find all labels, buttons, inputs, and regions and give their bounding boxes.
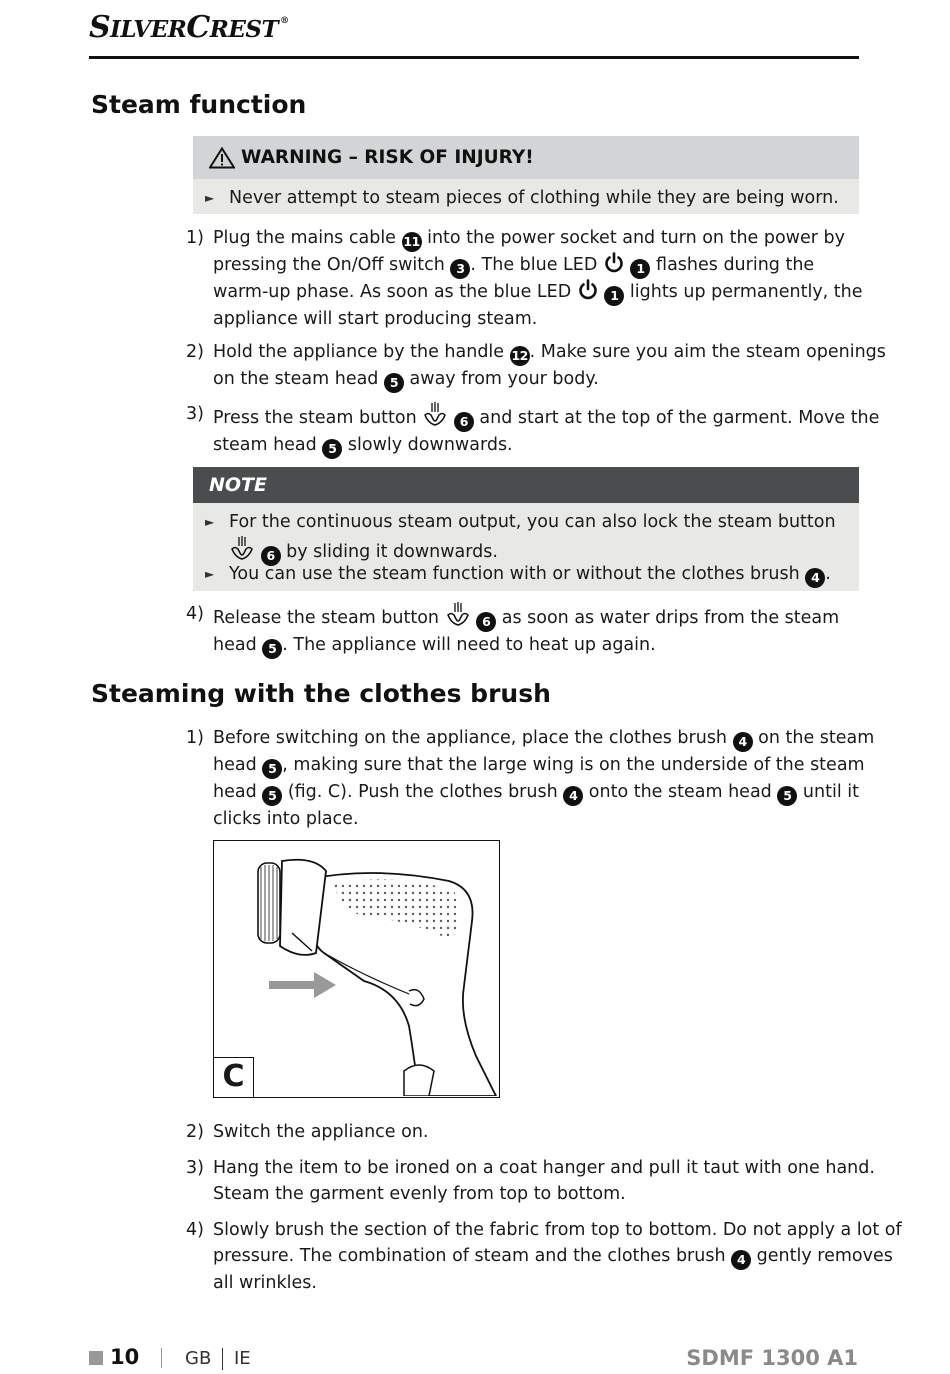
power-icon (603, 252, 625, 274)
text-line (213, 252, 863, 279)
brush-step-3-text (213, 1155, 875, 1207)
section-title-steam: Steam function (91, 90, 307, 119)
text-run: Press the steam button (213, 408, 423, 428)
step-2-text (213, 339, 886, 393)
text-run: . (825, 564, 831, 584)
text-run: steam head (213, 435, 323, 455)
text-line (213, 1243, 893, 1270)
footer-divider (161, 1348, 162, 1368)
text-line: Hang the item to be ironed on a coat hanger and pull it taut with one hand. (213, 1158, 875, 1178)
step-number: 4) (186, 1220, 204, 1240)
part-number-badge: 4 (563, 786, 583, 806)
step-1-text (213, 225, 863, 332)
text-line: Switch the appliance on. (213, 1122, 429, 1142)
step-number: 1) (186, 728, 204, 748)
note-text: For the continuous steam output, you can also lock the steam button (229, 512, 836, 532)
part-number-badge: 1 (630, 259, 650, 279)
text-run: flashes during the (650, 255, 815, 275)
text-line (213, 225, 863, 252)
text-line (213, 339, 886, 366)
steam-button-icon (229, 535, 255, 561)
brand-logo (89, 10, 289, 45)
step-number: 3) (186, 404, 204, 424)
model-number: SDMF 1300 A1 (686, 1346, 858, 1370)
step-number: 2) (186, 342, 204, 362)
text-run: onto the steam head (583, 782, 778, 802)
warning-text: Never attempt to steam pieces of clothing while they are being worn. (229, 188, 839, 208)
step-number: 1) (186, 228, 204, 248)
text-run: Hold the appliance by the handle (213, 342, 510, 362)
text-run: pressing the On/Off switch (213, 255, 451, 275)
text-run: slowly downwards. (342, 435, 513, 455)
country-code-ie: IE (234, 1348, 251, 1369)
text-run: head (213, 782, 263, 802)
footer-divider (222, 1348, 223, 1370)
text-run: gently removes (751, 1246, 893, 1266)
part-number-badge: 12 (510, 346, 530, 366)
text-run: by sliding it downwards. (280, 542, 498, 562)
step-number: 4) (186, 604, 204, 624)
text-run: . The blue LED (470, 255, 603, 275)
brush-step-4-text (213, 1217, 902, 1296)
text-run: , making sure that the large wing is on the underside of the steam (282, 755, 865, 775)
text-run: into the power socket and turn on the power by (421, 228, 845, 248)
direction-arrow (269, 972, 336, 998)
step-number: 3) (186, 1158, 204, 1178)
text-run: (fig. C). Push the clothes brush (282, 782, 564, 802)
part-number-badge: 5 (262, 786, 282, 806)
text-run: head (213, 755, 263, 775)
part-number-badge: 5 (777, 786, 797, 806)
text-run: on the steam (752, 728, 875, 748)
figure-c (213, 840, 500, 1098)
text-run: . Make sure you aim the steam openings (529, 342, 886, 362)
text-run: Plug the mains cable (213, 228, 402, 248)
text-run: and start at the top of the garment. Move the (473, 408, 880, 428)
country-code-gb: GB (185, 1348, 212, 1369)
part-number-badge: 5 (322, 439, 342, 459)
steam-button-icon (422, 401, 448, 427)
text-run: warm-up phase. As soon as the blue LED (213, 282, 577, 302)
note-title: NOTE (193, 467, 859, 503)
text-run: pressure. The combination of steam and the clothes brush (213, 1246, 732, 1266)
text-line (213, 279, 863, 306)
bullet-arrow-icon: ► (205, 567, 215, 581)
brand-part: REST (209, 16, 279, 43)
text-line (213, 632, 863, 659)
text-run: away from your body. (403, 369, 599, 389)
power-icon (577, 279, 599, 301)
brand-part: ILVER (110, 16, 187, 43)
brand-letter: S (89, 10, 111, 45)
text-line: clicks into place. (213, 809, 359, 829)
text-run: lights up permanently, the (624, 282, 863, 302)
steam-button-icon (445, 601, 471, 627)
text-run: on the steam head (213, 369, 384, 389)
text-run: until it (797, 782, 859, 802)
part-number-badge: 5 (384, 373, 404, 393)
registered-mark: ® (280, 16, 289, 26)
part-number-badge: 4 (733, 732, 753, 752)
text-line (213, 366, 863, 393)
bullet-arrow-icon: ► (205, 515, 215, 529)
part-number-badge: 11 (402, 232, 422, 252)
part-number-badge: 6 (476, 612, 496, 632)
footer-square-icon (89, 1351, 103, 1365)
brush-step-2-text (213, 1119, 863, 1145)
text-line: appliance will start producing steam. (213, 309, 538, 329)
text-line: Slowly brush the section of the fabric from top to bottom. Do not apply a lot of (213, 1220, 902, 1240)
text-line (213, 779, 863, 806)
text-line (213, 401, 880, 432)
part-number-badge: 5 (262, 639, 282, 659)
step-3-text (213, 401, 880, 459)
header-rule (89, 56, 859, 59)
part-number-badge: 4 (731, 1250, 751, 1270)
part-number-badge: 1 (604, 286, 624, 306)
part-number-badge: 3 (450, 259, 470, 279)
text-line (213, 432, 863, 459)
text-run: Release the steam button (213, 608, 445, 628)
bullet-arrow-icon: ► (205, 191, 215, 205)
section-title-brush: Steaming with the clothes brush (91, 679, 551, 708)
part-number-badge: 5 (262, 759, 282, 779)
text-line (213, 601, 863, 632)
text-line (213, 725, 875, 752)
text-run: . The appliance will need to heat up again. (282, 635, 656, 655)
page-number: 10 (110, 1345, 140, 1369)
warning-title: WARNING – RISK OF INJURY! (241, 147, 534, 168)
warning-header (193, 136, 859, 179)
figure-label: C (214, 1057, 254, 1097)
step-number: 2) (186, 1122, 204, 1142)
part-number-badge: 4 (805, 568, 825, 588)
text-line: Steam the garment evenly from top to bottom. (213, 1184, 626, 1204)
text-run: Before switching on the appliance, place the clothes brush (213, 728, 733, 748)
step-4-text (213, 601, 863, 659)
steamer-brush-illustration (214, 841, 498, 1096)
part-number-badge: 6 (454, 412, 474, 432)
text-run: You can use the steam function with or without the clothes brush (229, 564, 806, 584)
note-text (229, 561, 831, 588)
warning-triangle-icon (209, 147, 235, 169)
text-run: head (213, 635, 263, 655)
brush-step-1-text (213, 725, 875, 832)
part-number-badge: 6 (261, 546, 281, 566)
brand-letter: C (186, 10, 210, 45)
text-line: all wrinkles. (213, 1273, 317, 1293)
text-run: as soon as water drips from the steam (496, 608, 840, 628)
text-line (213, 752, 863, 779)
